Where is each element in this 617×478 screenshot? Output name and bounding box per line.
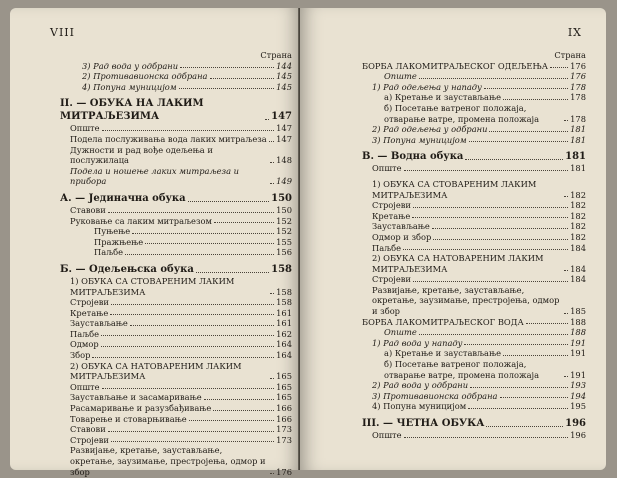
leader-dots — [179, 88, 274, 89]
leader-dots — [92, 357, 274, 358]
toc-entry-page: 182 — [570, 189, 586, 200]
toc-entry-page: 165 — [276, 392, 292, 403]
toc-entry-page: 158 — [276, 286, 292, 297]
leader-dots — [111, 304, 274, 305]
leader-dots — [214, 222, 274, 223]
toc-entry-page: 182 — [570, 200, 586, 211]
leader-dots — [188, 201, 270, 202]
toc-entry-page: 152 — [276, 215, 292, 226]
left-page — [10, 8, 300, 477]
leader-dots — [110, 314, 274, 315]
toc-entry-page: 166 — [276, 413, 292, 424]
leader-dots — [465, 159, 563, 160]
toc-entry — [362, 317, 586, 328]
toc-entry-title: Одмор и збор — [372, 231, 432, 242]
toc-entry — [60, 297, 292, 308]
toc-entry-page: 176 — [570, 60, 586, 71]
leader-dots — [196, 272, 269, 273]
toc-entry-title: Руковање са лаким митраљезом — [70, 215, 212, 226]
toc-entry-page: 164 — [276, 339, 292, 350]
right-page — [300, 8, 606, 470]
column-header — [362, 50, 586, 61]
leader-dots — [564, 196, 568, 197]
toc-entry-title: Стројеви — [70, 297, 109, 308]
toc-entry-page: 188 — [570, 327, 586, 338]
toc-entry — [60, 71, 292, 82]
toc-entry-page: 165 — [276, 381, 292, 392]
toc-entry-title: Стројеви — [372, 200, 411, 211]
toc-entry-title: 4) Попуна муницијом — [372, 401, 467, 412]
toc-entry-page: 181 — [570, 134, 586, 145]
toc-entry — [60, 205, 292, 216]
toc-entry-title: Дужности и рад вође одељења и послужилаца — [70, 144, 213, 166]
toc-entry — [362, 380, 586, 391]
toc-entry — [60, 82, 292, 93]
toc-entry — [362, 124, 586, 135]
toc-entry — [362, 274, 586, 285]
toc-entry-title: 3) Рад вода у одбрани — [82, 60, 179, 71]
toc-entry — [362, 232, 586, 243]
leader-dots — [404, 170, 569, 171]
toc-entry-page: 158 — [276, 297, 292, 308]
toc-entry-title: 2) ОБУКА СА НАТОВАРЕНИМ ЛАКИМ МИТРАЉЕЗИМА — [372, 253, 544, 274]
toc-entry-page: 181 — [570, 163, 586, 174]
toc-entry-title: 1) Рад вода у нападу — [372, 337, 463, 348]
toc-entry — [362, 221, 586, 232]
toc-entry-title: Паљбе — [372, 242, 402, 253]
toc-entry — [362, 135, 586, 146]
leader-dots — [419, 78, 568, 79]
leader-dots — [403, 249, 568, 250]
toc-entry-title: Опште — [70, 123, 100, 134]
toc-entry — [362, 391, 586, 402]
toc-entry-title: 2) ОБУКА СА НАТОВАРЕНИМ ЛАКИМ МИТРАЉЕЗИМА — [70, 360, 242, 382]
toc-entry — [60, 263, 292, 276]
toc-entry-title: б) Посетање ватреног положаја, отварање ватре, промена положаја — [384, 359, 540, 380]
toc-entry-title: 3) Противавионска одбрана — [372, 390, 498, 401]
toc-entry — [60, 382, 292, 393]
toc-entry-page: 162 — [276, 328, 292, 339]
toc-entry-title: 2) Рад вода у одбрани — [372, 380, 469, 391]
toc-entry — [60, 145, 292, 166]
toc-entry-page: 149 — [276, 176, 292, 187]
toc-entry-page: 191 — [570, 337, 586, 348]
toc-entry-title: Збор — [70, 350, 91, 361]
leader-dots — [412, 217, 568, 218]
toc-entry-page: 155 — [276, 236, 292, 247]
toc-entry — [60, 339, 292, 350]
leader-dots — [101, 335, 274, 336]
toc-entry-title: 2) Рад одељења у одбрани — [372, 124, 488, 135]
toc-entry-page: 150 — [276, 204, 292, 215]
toc-entry-page: 176 — [570, 71, 586, 82]
toc-entry — [60, 308, 292, 319]
toc-entry — [362, 200, 586, 211]
toc-entry-title: Ставови — [70, 424, 106, 435]
toc-entry — [60, 123, 292, 134]
page-number-left: VIII — [50, 26, 75, 39]
toc-entry-title: б) Посетање ватреног положаја, отварање ватре, промена положаја — [384, 102, 540, 124]
toc-entry-page: 161 — [276, 318, 292, 329]
toc-entry — [362, 92, 586, 103]
toc-entry — [362, 253, 586, 274]
toc-entry-title: БОРБА ЛАКОМИТРАЉЕСКОГ ОДЕЉЕЊА — [362, 60, 549, 71]
toc-entry-page: 152 — [276, 226, 292, 237]
leader-dots — [503, 99, 568, 100]
toc-entry-page: 188 — [570, 316, 586, 327]
leader-dots — [108, 212, 274, 213]
toc-entry — [60, 237, 292, 248]
toc-entry-page: 191 — [570, 348, 586, 359]
toc-entry-page: 184 — [570, 242, 586, 253]
toc-entry — [362, 211, 586, 222]
toc-entry-page: 184 — [570, 274, 586, 285]
toc-entry-title: Опште — [372, 163, 402, 174]
toc-entry-page: 176 — [276, 466, 292, 477]
toc-entry-page: 194 — [570, 390, 586, 401]
leader-dots — [204, 399, 275, 400]
toc-entry-page: 178 — [570, 92, 586, 103]
toc-entry-title: Стројеви — [70, 434, 109, 445]
toc-entry-title: Опште — [384, 71, 417, 82]
toc-entry-page: 195 — [570, 401, 586, 412]
toc-entry-page: 182 — [570, 231, 586, 242]
toc-entry — [60, 247, 292, 258]
leader-dots — [413, 281, 568, 282]
toc-entry — [60, 414, 292, 425]
toc-entry — [362, 338, 586, 349]
leader-dots — [404, 437, 569, 438]
toc-entry-page: 150 — [271, 192, 292, 204]
toc-entry-page: 182 — [570, 210, 586, 221]
leader-dots — [526, 323, 568, 324]
toc-entry — [362, 163, 586, 174]
leader-dots — [189, 420, 274, 421]
toc-entry-page: 191 — [570, 369, 586, 380]
toc-entry — [60, 166, 292, 187]
toc-entry — [60, 97, 292, 123]
toc-entry-title: а) Кретање и заустављање — [384, 92, 502, 103]
toc-entry — [362, 150, 586, 163]
toc-entry-page: 196 — [570, 430, 586, 440]
leader-dots — [269, 141, 274, 142]
leader-dots — [413, 207, 568, 208]
leader-dots — [503, 355, 568, 356]
toc-entry-title: Паљбе — [70, 328, 100, 339]
leader-dots — [108, 431, 274, 432]
toc-entry — [362, 430, 586, 441]
leader-dots — [180, 67, 274, 68]
toc-entry — [60, 392, 292, 403]
leader-dots — [489, 131, 568, 132]
leader-dots — [484, 88, 568, 89]
toc-entry-title: БОРБА ЛАКОМИТРАЉЕСКОГ ВОДА — [362, 316, 524, 327]
toc-entry-title: 2) Противавионска одбрана — [82, 71, 208, 82]
leader-dots — [468, 408, 568, 409]
toc-entry — [60, 61, 292, 72]
toc-entry — [60, 192, 292, 205]
toc-entry-title: Пражњење — [94, 236, 144, 247]
leader-dots — [132, 233, 274, 234]
toc-entry — [60, 216, 292, 227]
toc-entry-title: Заустављање — [372, 221, 430, 232]
toc-entry-title: Паљбе — [94, 247, 124, 258]
toc-entry-title: Заустављање и засамаривање — [70, 392, 202, 403]
toc-entry-page: 161 — [276, 307, 292, 318]
toc-entry-page: 148 — [276, 155, 292, 166]
toc-entry-page: 193 — [570, 380, 586, 391]
leader-dots — [419, 334, 568, 335]
toc-entry — [60, 276, 292, 297]
toc-entry-page: 158 — [271, 263, 292, 275]
toc-entry — [60, 435, 292, 446]
toc-entry-page: 196 — [565, 418, 586, 429]
leader-dots — [486, 426, 563, 427]
toc-entry-title: Страна — [260, 50, 292, 60]
toc-entry-title: 3) Попуна муницијом — [372, 134, 467, 145]
toc-entry — [60, 318, 292, 329]
toc-entry-title: Товарење и стоварњивање — [70, 413, 187, 424]
leader-dots — [101, 346, 274, 347]
leader-dots — [500, 397, 569, 398]
leader-dots — [433, 239, 568, 240]
toc-entry — [60, 403, 292, 414]
leader-dots — [564, 376, 568, 377]
leader-dots — [265, 119, 269, 120]
toc-entry-page: 147 — [276, 123, 292, 134]
toc-entry-title: Страна — [554, 50, 586, 60]
toc-entry-title: 4) Попуна муницијом — [82, 81, 177, 92]
toc-entry-title: Подела и ношење лаких митраљеза и прибора — [70, 165, 239, 187]
toc-entry-page: 178 — [570, 81, 586, 92]
toc-entry-page: 185 — [570, 306, 586, 317]
toc-entry — [60, 226, 292, 237]
leader-dots — [111, 441, 274, 442]
toc-entry-page: 173 — [276, 424, 292, 435]
leader-dots — [145, 243, 274, 244]
toc-entry-page: 165 — [276, 371, 292, 382]
toc-entry-page: 181 — [565, 151, 586, 163]
toc-entry-title: Одмор — [70, 339, 99, 350]
toc-entry-page: 182 — [570, 221, 586, 232]
toc-entry-page: 166 — [276, 403, 292, 414]
leader-dots — [564, 120, 568, 121]
toc-entry — [362, 348, 586, 359]
toc-entry-title: 1) ОБУКА СА СТОВАРЕНИМ ЛАКИМ МИТРАЉЕЗИМА — [372, 178, 537, 200]
toc-entry — [60, 329, 292, 340]
toc-entry — [60, 361, 292, 382]
toc-entry-page: 147 — [271, 111, 292, 123]
toc-entry-title: 1) ОБУКА СА СТОВАРЕНИМ ЛАКИМ МИТРАЉЕЗИМА — [70, 275, 235, 297]
toc-entry — [362, 359, 586, 380]
column-header — [60, 50, 292, 61]
toc-entry-page: 147 — [276, 133, 292, 144]
toc-entry-title: Стројеви — [372, 274, 411, 285]
toc-entry-title: Ставови — [70, 204, 106, 215]
leader-dots — [102, 130, 275, 131]
open-book — [2, 2, 614, 476]
toc-entry — [60, 134, 292, 145]
leader-dots — [270, 293, 274, 294]
toc-entry-page: 173 — [276, 434, 292, 445]
toc-entry — [362, 285, 586, 317]
toc-entry-page: 164 — [276, 350, 292, 361]
leader-dots — [213, 410, 274, 411]
toc-entry — [362, 417, 586, 430]
toc-entry-title: Опште — [70, 381, 100, 392]
toc-entry-page: 156 — [276, 247, 292, 258]
toc-entry-title: Опште — [372, 430, 402, 440]
toc-entry-title: В. — Водна обука — [362, 151, 464, 163]
toc-entry — [362, 401, 586, 412]
toc-entry-page: 178 — [570, 113, 586, 124]
toc-entry — [362, 61, 586, 72]
leader-dots — [102, 388, 275, 389]
toc-entry — [362, 243, 586, 254]
leader-dots — [270, 473, 274, 474]
toc-entry-title: Кретање — [70, 307, 109, 318]
leader-dots — [464, 344, 568, 345]
leader-dots — [130, 325, 274, 326]
toc-entry-title: Развијање, кретање, заустављање, окретање, заузимање, престројења, одмор и збор — [372, 284, 560, 317]
toc-entry-page: 145 — [276, 71, 292, 82]
toc-entry-page: 144 — [276, 60, 292, 71]
leader-dots — [564, 270, 568, 271]
leader-dots — [210, 78, 275, 79]
leader-dots — [470, 387, 568, 388]
toc-entry — [60, 350, 292, 361]
toc-entry-title: Пуњење — [94, 226, 131, 237]
toc-entry — [362, 103, 586, 124]
leader-dots — [270, 378, 274, 379]
toc-entry-title: III. — ЧЕТНА ОБУКА — [362, 418, 485, 429]
toc-entry-title: А. — Јединачна обука — [60, 192, 186, 204]
leader-dots — [550, 67, 568, 68]
toc-entry — [362, 327, 586, 338]
toc-entry-title: Опште — [384, 327, 417, 338]
toc-entry — [362, 179, 586, 200]
toc-entry-title: Кретање — [372, 210, 411, 221]
toc-entry-title: Подела послуживања вода лаких митраљеза — [70, 133, 267, 144]
toc-entry-title: Развијање, кретање, заустављање, окретање, заузимање, престројења, одмор и збор — [70, 445, 266, 477]
leader-dots — [564, 313, 568, 314]
toc-entry-title: 1) Рад одељења у нападу — [372, 81, 482, 92]
toc-entry-page: 181 — [570, 124, 586, 135]
page-number-right: IX — [567, 26, 582, 39]
toc-entry — [60, 445, 292, 477]
toc-entry — [362, 82, 586, 93]
toc-entry-page: 184 — [570, 263, 586, 274]
leader-dots — [125, 254, 274, 255]
toc-entry-page: 145 — [276, 81, 292, 92]
leader-dots — [270, 162, 274, 163]
toc-entry — [60, 424, 292, 435]
toc-entry-title: Заустављање — [70, 318, 128, 329]
leader-dots — [270, 183, 274, 184]
toc-entry-title: Расамаривање и разузбађивање — [70, 403, 212, 414]
toc-column-left — [60, 50, 292, 477]
toc-entry-title: Б. — Одељењска обука — [60, 263, 194, 275]
toc-column-right — [362, 50, 586, 441]
toc-entry-title: а) Кретање и заустављање — [384, 348, 502, 359]
leader-dots — [432, 228, 568, 229]
leader-dots — [469, 141, 568, 142]
toc-entry-title: II. — ОБУКА НА ЛАКИМ МИТРАЉЕЗИМА — [60, 98, 204, 123]
toc-entry — [362, 71, 586, 82]
